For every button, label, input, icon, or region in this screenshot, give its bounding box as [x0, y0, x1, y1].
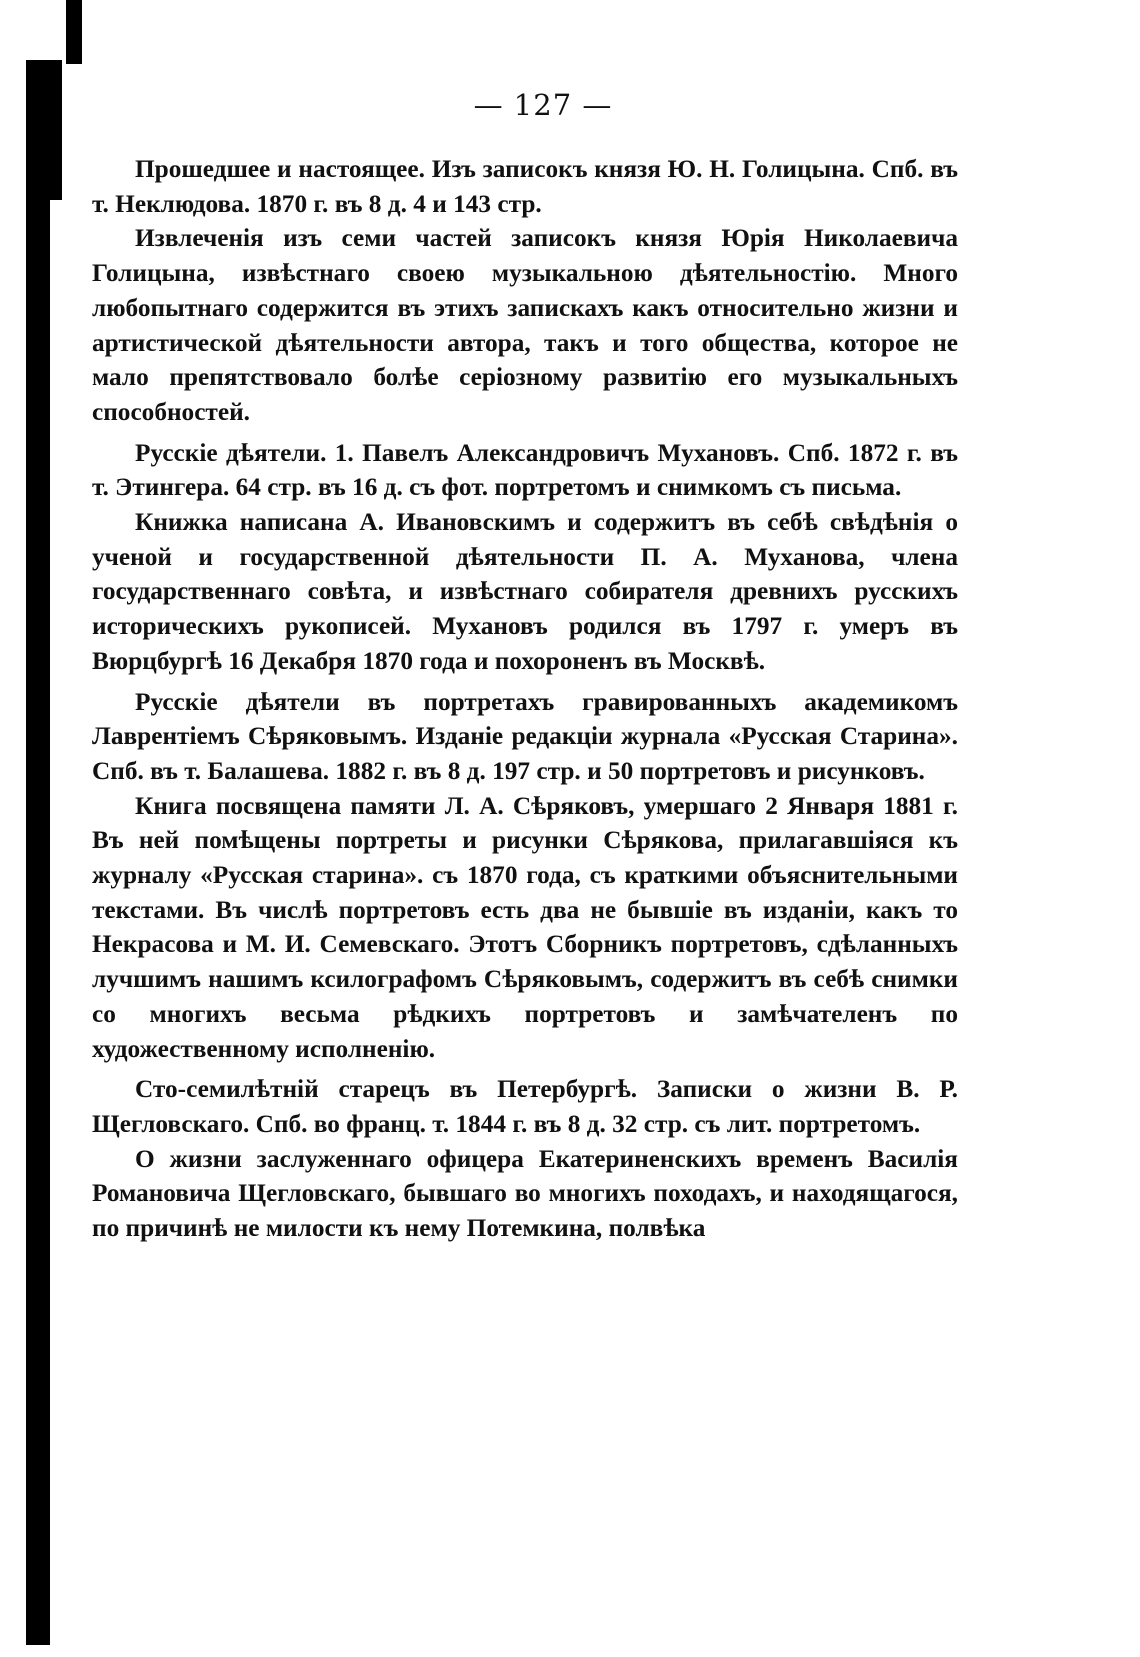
bibliography-text [92, 152, 958, 1246]
entry-3-citation [92, 685, 958, 789]
entry-1-description: Извлеченія изъ семи частей записокъ князя Юрія Николаевича Голицына, извѣстнаго своею музыкальною дѣятельностію. Много любопытнаго содержится въ этихъ запискахъ какъ относительно жизни и артистической дѣятельности автора, такъ и того общества, которое не мало препятствовало болѣе серіозному развитію его музыкальныхъ способностей. [92, 224, 958, 426]
entry-4-citation-text: старецъ въ Петербургѣ. Записки о жизни В. Р. Щегловскаго. Спб. во франц. т. 1844 г. въ 8 д. 32 стр. съ лит. портретомъ. [92, 1075, 958, 1138]
entry-3-title: Русскіе дѣятели [135, 687, 340, 716]
entry-2-description: Книжка написана А. Ивановскимъ и содержитъ въ себѣ свѣдѣнія о ученой и государственной дѣятельности П. А. Муханова, члена государственнаго совѣта, и извѣстнаго собирателя древнихъ русскихъ историческихъ рукописей. Мухановъ родился въ 1797 г. умеръ въ Вюрцбургѣ 16 Декабря 1870 года и похороненъ въ Москвѣ. [92, 508, 958, 675]
entry-2-citation [92, 436, 958, 505]
entry-2-title: Русскіе дѣятели. [135, 438, 327, 467]
entry-1-citation [92, 152, 958, 221]
entry-4-title: Сто-семилѣтній [135, 1075, 319, 1104]
entry-1-citation-text: Изъ записокъ князя Ю. Н. Голицына. Спб. въ т. Неклюдова. 1870 г. въ 8 д. 4 и 143 стр. [92, 155, 958, 218]
binding-edge-shadow-top [66, 0, 82, 64]
binding-edge-shadow [26, 60, 50, 1645]
page-number: — 127 — [473, 88, 613, 122]
binding-edge-shadow-mid [50, 60, 62, 200]
entry-4-description: О жизни заслуженнаго офицера Екатериненскихъ временъ Василія Романовича Щегловскаго, бывшаго во многихъ походахъ, и находящагося, по причинѣ не милости къ нему Потемкина, полвѣка [92, 1144, 958, 1243]
entry-4-citation [92, 1072, 958, 1141]
entry-2-citation-text: 1. Павелъ Александровичъ Мухановъ. Спб. 1872 г. въ т. Этингера. 64 стр. въ 16 д. съ фот. портретомъ и снимкомъ съ письма. [92, 438, 958, 502]
entry-3-description: Книга посвящена памяти Л. А. Сѣряковъ, умершаго 2 Января 1881 г. Въ ней помѣщены портреты и рисунки Сѣрякова, прилагавшіяся къ журналу «Русская старина». съ 1870 года, съ краткими объяснительными текстами. Въ числѣ портретовъ есть два не бывшіе въ изданіи, какъ то Некрасова и М. И. Семевскаго. Этотъ Сборникъ портретовъ, сдѣланныхъ лучшимъ нашимъ ксилографомъ Сѣряковымъ, содержитъ въ себѣ снимки со многихъ весьма рѣдкихъ портретовъ и замѣчателенъ по художественному исполненію. [92, 791, 958, 1063]
entry-3-citation-text: въ портретахъ гравированныхъ академикомъ Лаврентіемъ Сѣряковымъ. Изданіе редакціи журнала «Русская Старина». Спб. въ т. Балашева. 1882 г. въ 8 д. 197 стр. и 50 портретовъ и рисунковъ. [92, 687, 958, 785]
entry-1-title: Прошедшее и настоящее. [135, 155, 425, 183]
